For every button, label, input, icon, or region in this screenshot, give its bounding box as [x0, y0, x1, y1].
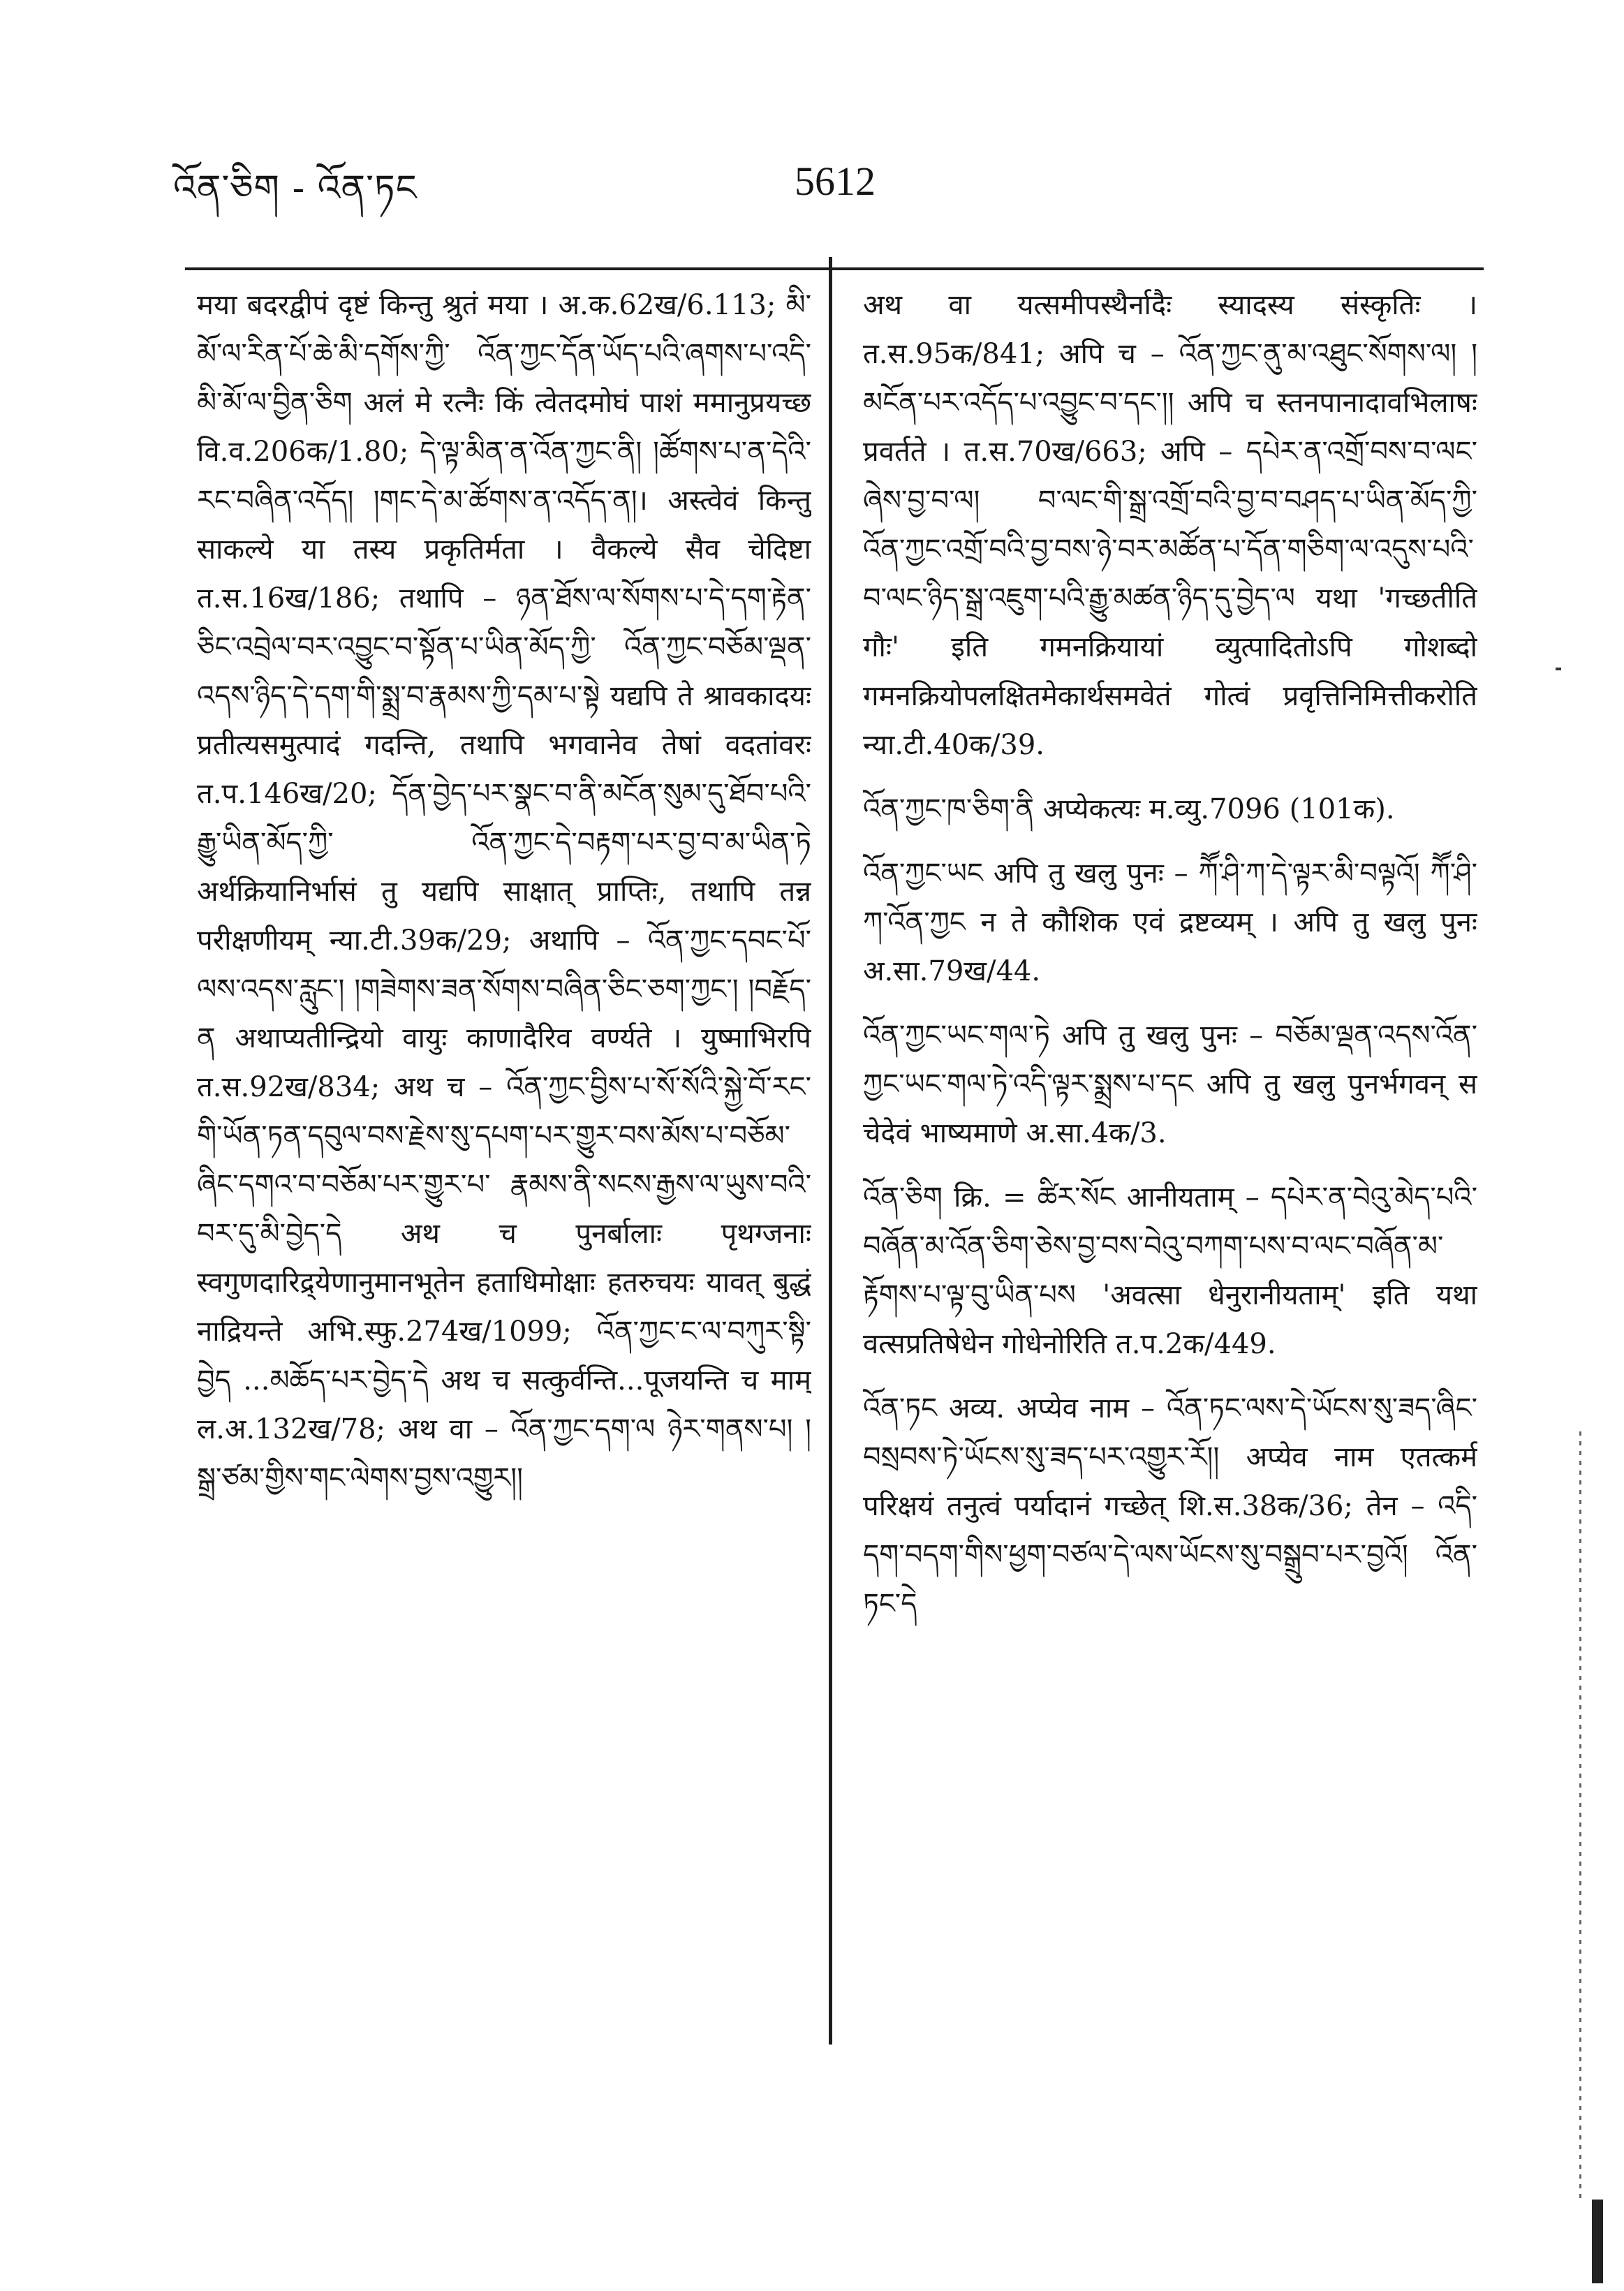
- entry-text: འོན་ཀྱང་ཡང अपि तु खलु पुनः – ཀཽ་ཤི་ཀ་དེ་ལྟར་མི་བལྟའོ། ཀཽ་ཤི་ཀ་འོན་ཀྱང न ते कौशिक एवं द्रष्टव्यम् । अपि तु खलु पुनः अ.सा.79ख/44.: [863, 857, 1477, 987]
- entry-text: अथ वा यत्समीपस्थैर्नादैः स्यादस्य संस्कृतिः । त.स.95क/841; अपि च – འོན་ཀྱང་ནུ་མ་འཐུང་སོགས་ལ། །མངོན་པར་འདོད་པ་འབྱུང་བ་དང་།། अपि च स्तनपानादावभिलाषः प्रवर्तते । त.स.70ख/663; अपि – དཔེར་ན་འགྲོ་བས་བ་ལང་ཞེས་བྱ་བ་ལ། བ་ལང་གི་སྒྲ་འགྲོ་བའི་བྱ་བ་བཤད་པ་ཡིན་མོད་ཀྱི་ འོན་ཀྱང་འགྲོ་བའི་བྱ་བས་ཉེ་བར་མཚོན་པ་དོན་གཅིག་ལ་འདུས་པའི་བ་ལང་ཉིད་སྒྲ་འཇུག་པའི་རྒྱུ་མཚན་ཉིད་དུ་བྱེད་ལ यथा 'गच्छतीति गौः' इति गमनक्रियायां व्युत्पादितोऽपि गोशब्दो गमनक्रियोपलक्षितमेकार्थसमवेतं गोत्वं प्रवृत्तिनिमित्तीकरोति न्या.टी.40क/39.: [863, 289, 1477, 761]
- scan-edge-shadow: [1579, 1431, 1581, 2200]
- header-rule: [185, 267, 1484, 270]
- page-header: [0, 0, 1624, 251]
- dictionary-entry: [863, 1384, 1477, 1628]
- dictionary-entry: [863, 849, 1477, 996]
- entry-text: འོན་ཅིག क्रि. = ཚིར་སོང आनीयताम् – དཔེར་ན་བེའུ་མེད་པའི་བཞོན་མ་འོན་ཅིག་ཅེས་བྱ་བས་བེའུ་བཀག་པས་བ་ལང་བཞོན་མ་རྟོགས་པ་ལྟ་བུ་ཡིན་པས 'अवत्सा धेनुरानीयताम्' इति यथा वत्सप्रतिषेधेन गोधेनोरिति त.प.2क/449.: [863, 1181, 1477, 1360]
- dictionary-entry-continuation: [863, 281, 1477, 769]
- entry-text: འོན་ཀྱང་ཁ་ཅིག་ནི अप्येकत्यः म.व्यु.7096 (101क).: [863, 793, 1395, 825]
- entry-text: मया बदरद्वीपं दृष्टं किन्तु श्रुतं मया । अ.क.62ख/6.113; མི་མོ་ལ་རིན་པོ་ཆེ་མི་དགོས་ཀྱི་ འོན་ཀྱང་དོན་ཡོད་པའི་ཞགས་པ་འདི་མི་མོ་ལ་བྱིན་ཅིག अलं मे रत्नैः किं त्वेतदमोघं पाशं ममानुप्रयच्छ वि.व.206क/1.80; དེ་ལྟ་མིན་ན་འོན་ཀྱང་ནི། །ཚོགས་པ་ན་དེའི་རང་བཞིན་འདོད། །གང་དེ་མ་ཚོགས་ན་འདོད་ན།। अस्त्वेवं किन्तु साकल्ये या तस्य प्रकृतिर्मता । वैकल्ये सैव चेदिष्टा त.स.16ख/186; तथापि – ཉན་ཐོས་ལ་སོགས་པ་དེ་དག་རྟེན་ཅིང་འབྲེལ་བར་འབྱུང་བ་སྟོན་པ་ཡིན་མོད་ཀྱི་ འོན་ཀྱང་བཅོམ་ལྡན་འདས་ཉིད་དེ་དག་གི་སྨྲ་བ་རྣམས་ཀྱི་དམ་པ་སྟེ यद्यपि ते श्रावकादयः प्रतीत्यसमुत्पादं गदन्ति, तथापि भगवानेव तेषां वदतांवरः त.प.146ख/20; དོན་བྱེད་པར་སྣང་བ་ནི་མངོན་སུམ་དུ་ཐོབ་པའི་རྒྱུ་ཡིན་མོད་ཀྱི་ འོན་ཀྱང་དེ་བརྟག་པར་བྱ་བ་མ་ཡིན་ཏེ अर्थक्रियानिर्भासं तु यद्यपि साक्षात् प्राप्तिः, तथापि तन्न परीक्षणीयम् न्या.टी.39क/29; अथापि – འོན་ཀྱང་དབང་པོ་ལས་འདས་རླུང་། །གཟེགས་ཟན་སོགས་བཞིན་ཅིང་ཅག་ཀྱང་། །བརྗོད་ན अथाप्यतीन्द्रियो वायुः काणादैरिव वर्ण्यते । युष्माभिरपि त.स.92ख/834; अथ च – འོན་ཀྱང་བྱིས་པ་སོ་སོའི་སྐྱེ་བོ་རང་གི་ཡོན་ཏན་དབུལ་བས་རྗེས་སུ་དཔག་པར་གྱུར་བས་མོས་པ་བཅོམ་ཞིང་དགའ་བ་བཅོམ་པར་གྱུར་པ་ རྣམས་ནི་སངས་རྒྱས་ལ་ཡུས་བའི་བར་དུ་མི་བྱེད་དེ अथ च पुनर्बालाः पृथग्जनाः स्वगुणदारिद्र्येणानुमानभूतेन हताधिमोक्षाः हतरुचयः यावत् बुद्धं नाद्रियन्ते अभि.स्फु.274ख/1099; འོན་ཀྱང་ང་ལ་བཀུར་སྟི་བྱེད ...མཆོད་པར་བྱེད་དེ अथ च सत्कुर्वन्ति...पूजयन्ति च माम् ल.अ.132ख/78; अथ वा – འོན་ཀྱང་དག་ལ ཉེར་གནས་པ། །སྒྲ་ཙམ་གྱིས་གང་ལེགས་བྱས་འགྱུར།།: [197, 289, 811, 1494]
- dictionary-entry: [863, 1011, 1477, 1158]
- page-number: 5612: [795, 159, 876, 204]
- margin-mark: [1556, 668, 1561, 670]
- left-column: [197, 281, 811, 2068]
- dictionary-entry-continuation: [197, 281, 811, 1503]
- column-divider: [829, 257, 832, 2045]
- right-column: [863, 281, 1477, 2068]
- running-head: འོན་ཅིག - འོན་ཏང: [173, 168, 418, 209]
- scan-edge-mark: [1592, 2200, 1603, 2283]
- entry-text: འོན་ཀྱང་ཡང་གལ་ཏེ अपि तु खलु पुनः – བཅོམ་ལྡན་འདས་འོན་ཀྱང་ཡང་གལ་ཏེ་འདི་ལྟར་སྨྲས་པ་དང अपि तु खलु पुनर्भगवन् स चेदेवं भाष्यमाणे अ.सा.4क/3.: [863, 1019, 1477, 1149]
- dictionary-entry: [863, 1173, 1477, 1369]
- dictionary-entry: [863, 785, 1477, 834]
- entry-text: འོན་ཏང अव्य. अप्येव नाम – འོན་ཏང་ལས་དེ་ཡོངས་སུ་ཟད་ཞིང་བསྲབས་ཏེ་ཡོངས་སུ་ཟད་པར་འགྱུར་རོ།། अप्येव नाम एतत्कर्म परिक्षयं तनुत्वं पर्यादानं गच्छेत् शि.स.38क/36; तेन – འདི་དག་བདག་གིས་ཕྱག་བཙལ་དེ་ལས་ཡོངས་སུ་བསྒྲུབ་པར་བྱའོ། འོན་ཏང་དེ: [863, 1392, 1477, 1620]
